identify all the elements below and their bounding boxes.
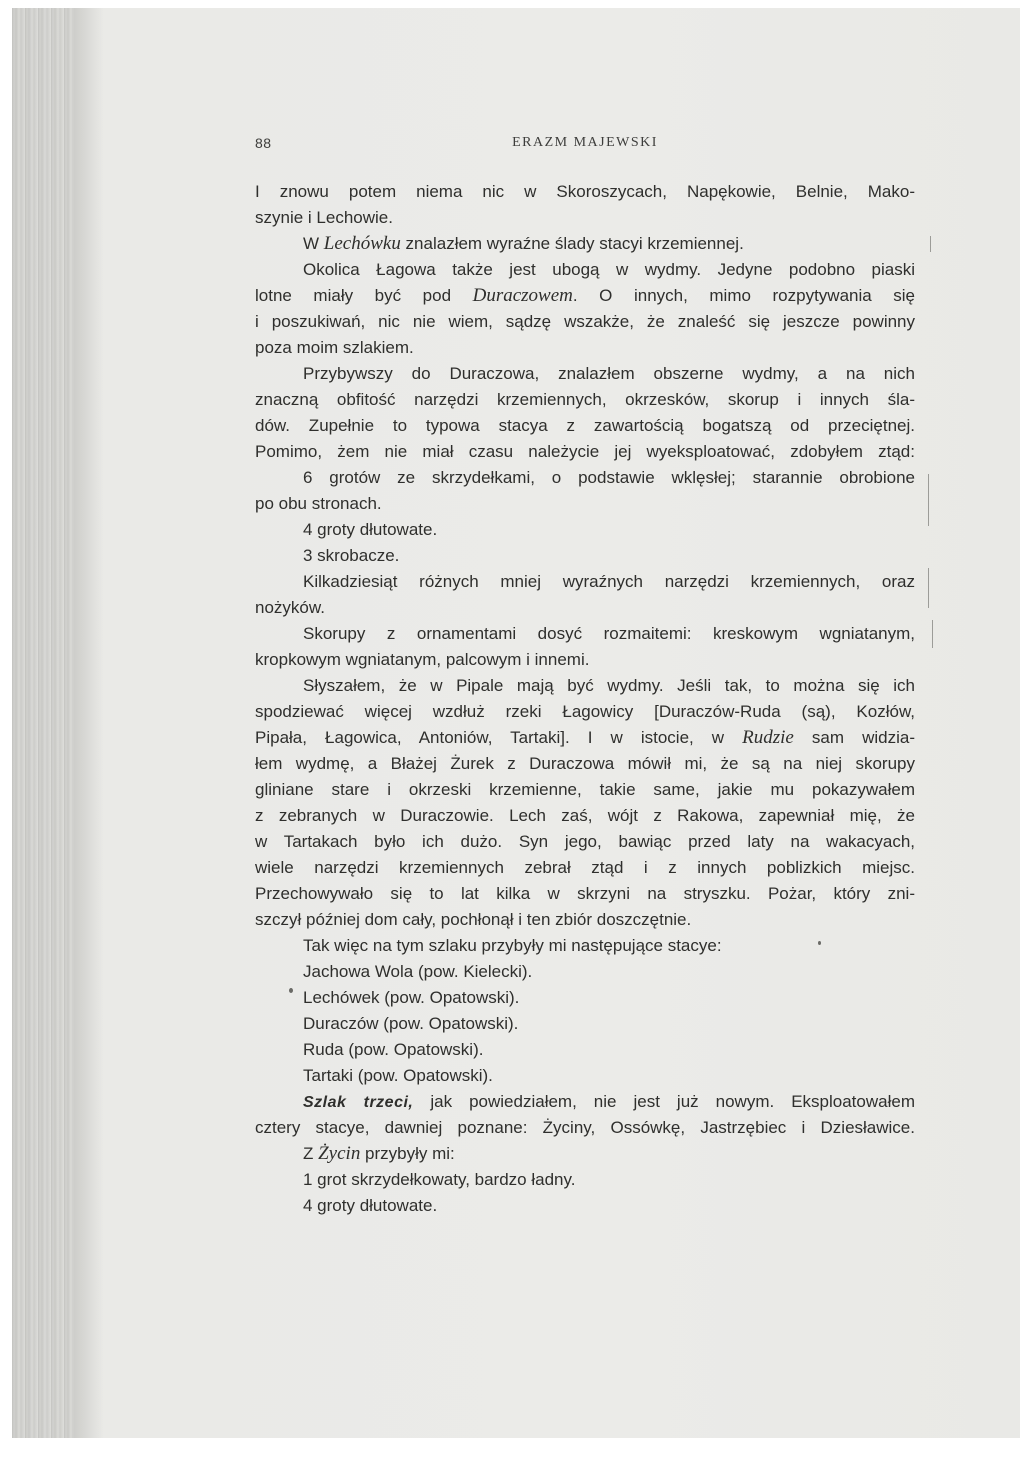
italic-place-name: Życin: [318, 1143, 361, 1164]
text-run: po obu stronach.: [255, 494, 382, 513]
text-run: znalazłem wyraźne ślady stacyi krzemiennej.: [400, 234, 744, 253]
text-line: [255, 283, 915, 309]
text-run: Duraczów (pow. Opatowski).: [303, 1014, 519, 1033]
text-run: dów. Zupełnie to typowa stacya z zawartością bogatszą od przeciętnej.: [255, 416, 915, 435]
text-line: [255, 855, 915, 881]
text-line: [255, 621, 915, 647]
text-run: Okolica Łagowa także jest ubogą w wydmy. Jedyne podobno piaski: [303, 260, 915, 279]
text-run: nożyków.: [255, 598, 325, 617]
text-line: [255, 725, 915, 751]
gutter-shadow: [74, 8, 104, 1438]
text-run: gliniane stare i okrzeski krzemienne, takie same, jakie mu pokazywałem: [255, 780, 915, 799]
text-line: [255, 1115, 915, 1141]
text-line: [255, 569, 915, 595]
text-line: [255, 1193, 915, 1219]
text-line: [255, 1037, 915, 1063]
text-line: [255, 361, 915, 387]
text-run: przybyły mi:: [360, 1144, 455, 1163]
text-run: jak powiedziałem, nie jest już nowym. Eksploatowałem: [413, 1092, 915, 1111]
italic-place-name: Duraczowem: [472, 285, 573, 306]
text-line: [255, 257, 915, 283]
text-line: [255, 205, 915, 231]
text-run: Przybywszy do Duraczowa, znalazłem obszerne wydmy, a na nich: [303, 364, 915, 383]
text-line: [255, 959, 915, 985]
text-run: łem wydmę, a Błażej Żurek z Duraczowa mówił mi, że są na niej skorupy: [255, 754, 915, 773]
text-line: [255, 881, 915, 907]
text-line: [255, 933, 915, 959]
text-run: lotne miały być pod: [255, 286, 473, 305]
page-number: 88: [255, 135, 272, 151]
text-run: spodziewać więcej wzdłuż rzeki Łagowicy [Duraczów-Ruda (są), Kozłów,: [255, 702, 915, 721]
text-run: 6 grotów ze skrzydełkami, o podstawie wklęsłej; starannie obrobione: [303, 468, 915, 487]
text-line: [255, 335, 915, 361]
italic-place-name: Lechówku: [323, 233, 401, 254]
running-head: ERAZM MAJEWSKI: [512, 135, 658, 150]
text-line: [255, 829, 915, 855]
margin-mark: [928, 474, 929, 526]
text-run: Słyszałem, że w Pipale mają być wydmy. Jeśli tak, to można się ich: [303, 676, 915, 695]
text-run: Z: [303, 1144, 319, 1163]
text-run: 4 groty dłutowate.: [303, 1196, 438, 1215]
text-line: [255, 517, 915, 543]
text-line: [255, 1089, 915, 1115]
text-line: [255, 647, 915, 673]
text-line: [255, 751, 915, 777]
text-run: Jachowa Wola (pow. Kielecki).: [303, 962, 533, 981]
text-line: [255, 543, 915, 569]
text-line: [255, 1141, 915, 1167]
text-line: [255, 387, 915, 413]
text-run: Tak więc na tym szlaku przybyły mi następujące stacye:: [303, 936, 722, 955]
text-run: Ruda (pow. Opatowski).: [303, 1040, 484, 1059]
text-line: [255, 309, 915, 335]
text-run: kropkowym wgniatanym, palcowym i innemi.: [255, 650, 590, 669]
text-run: . O innych, mimo rozpytywania się: [572, 286, 916, 305]
text-run: szynie i Lechowie.: [255, 208, 393, 227]
text-run: cztery stacye, dawniej poznane: Życiny, Ossówkę, Jastrzębiec i Dziesławice.: [255, 1118, 915, 1137]
text-run: i poszukiwań, nic nie wiem, sądzę wszakże, że znaleść się jeszcze powinny: [255, 312, 915, 331]
text-run: wiele narzędzi krzemiennych zebrał ztąd i z innych poblizkich miejsc.: [255, 858, 915, 877]
page-header: [255, 135, 915, 157]
text-run: I znowu potem niema nic w Skoroszycach, Napękowie, Belnie, Mako-: [255, 182, 915, 201]
text-run: 1 grot skrzydełkowaty, bardzo ładny.: [303, 1170, 576, 1189]
text-line: [255, 179, 915, 205]
text-run: sam widzia-: [793, 728, 916, 747]
text-line: [255, 231, 915, 257]
text-line: [255, 595, 915, 621]
text-line: [255, 673, 915, 699]
text-line: [255, 1011, 915, 1037]
text-line: [255, 439, 915, 465]
text-run: Skorupy z ornamentami dosyć rozmaitemi: kreskowym wgniatanym,: [303, 624, 915, 643]
text-line: [255, 699, 915, 725]
text-run: Przechowywało się to lat kilka w skrzyni na stryszku. Pożar, który zni-: [255, 884, 915, 903]
text-run: w Tartakach było ich dużo. Syn jego, bawiąc przed laty na wakacyach,: [255, 832, 915, 851]
text-run: 4 groty dłutowate.: [303, 520, 438, 539]
margin-mark: [930, 236, 931, 252]
body-text: [255, 179, 915, 1219]
text-run: Lechówek (pow. Opatowski).: [303, 988, 520, 1007]
margin-mark: [928, 568, 929, 608]
text-run: znaczną obfitość narzędzi krzemiennych, okrzesków, skorup i innych śla-: [255, 390, 915, 409]
text-line: [255, 413, 915, 439]
text-line: [255, 777, 915, 803]
text-line: [255, 491, 915, 517]
text-run: szczył później dom cały, pochłonął i ten zbiór doszczętnie.: [255, 910, 692, 929]
text-run: Pomimo, żem nie miał czasu należycie jej wyeksploatować, zdobyłem ztąd:: [255, 442, 915, 461]
text-line: [255, 985, 915, 1011]
text-line: [255, 465, 915, 491]
text-line: [255, 1167, 915, 1193]
text-line: [255, 803, 915, 829]
text-run: z zebranych w Duraczowie. Lech zaś, wójt z Rakowa, zapewniał mię, że: [255, 806, 915, 825]
text-run: Tartaki (pow. Opatowski).: [303, 1066, 493, 1085]
text-run: 3 skrobacze.: [303, 546, 400, 565]
italic-place-name: Rudzie: [742, 727, 794, 748]
text-run: W: [303, 234, 324, 253]
text-run: Kilkadziesiąt różnych mniej wyraźnych narzędzi krzemiennych, oraz: [303, 572, 915, 591]
text-line: [255, 1063, 915, 1089]
section-lead-phrase: Szlak trzeci,: [303, 1094, 414, 1111]
book-gutter: [12, 8, 74, 1438]
text-run: Pipała, Łagowica, Antoniów, Tartaki]. I w istocie, w: [255, 728, 743, 747]
text-line: [255, 907, 915, 933]
text-run: poza moim szlakiem.: [255, 338, 414, 357]
margin-mark: [932, 620, 933, 648]
